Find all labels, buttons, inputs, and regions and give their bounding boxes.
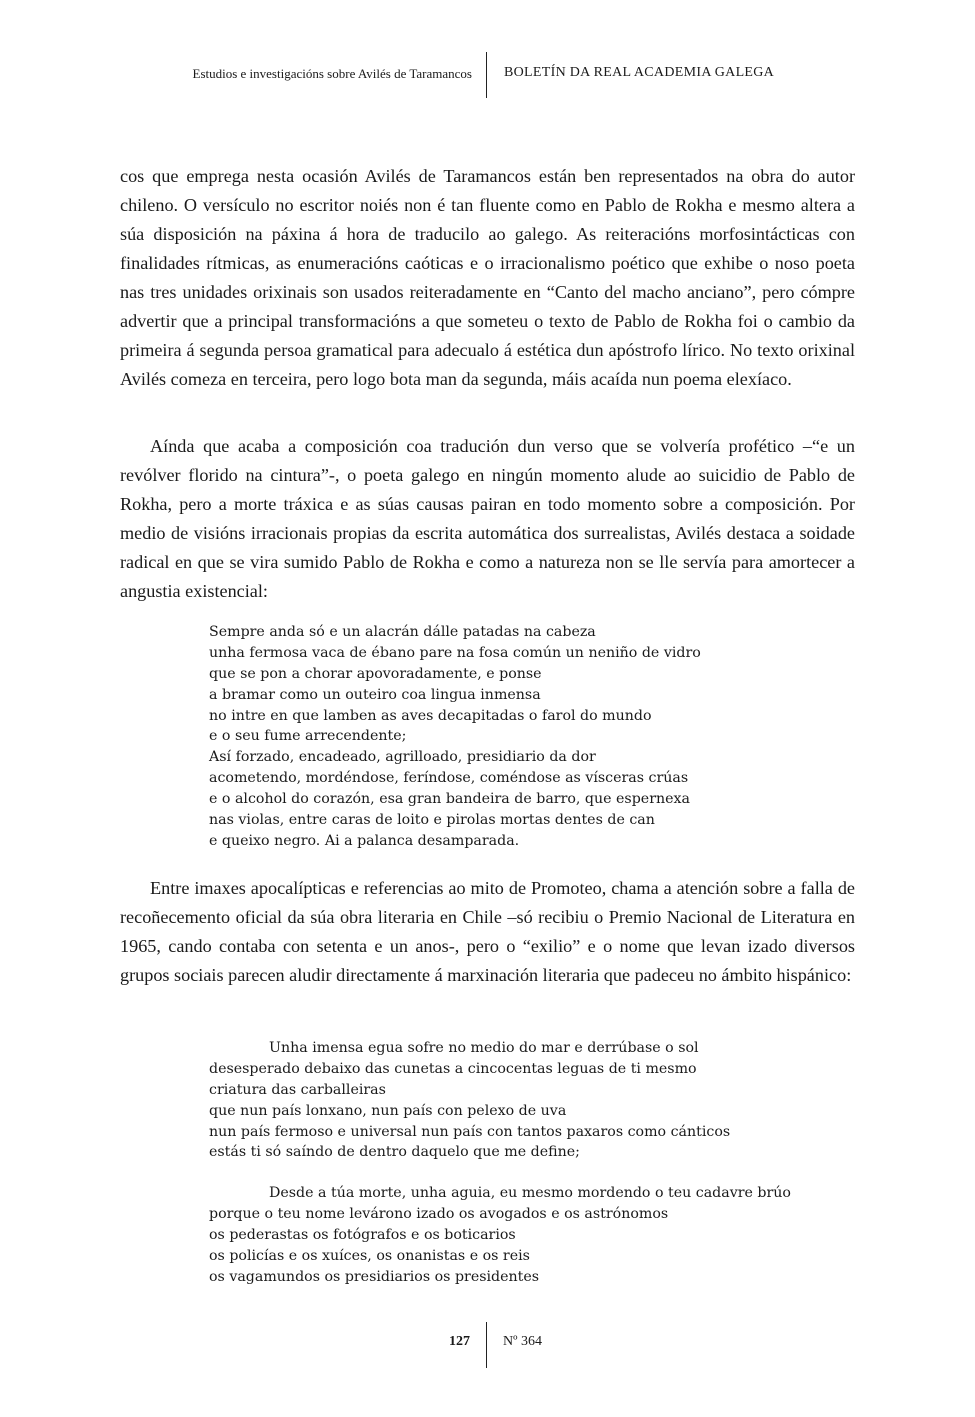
verse-line: Desde a túa morte, unha aguia, eu mesmo mordendo o teu cadavre brúo xyxy=(269,1185,791,1201)
footer-divider xyxy=(486,1322,487,1368)
verse-line: nun país fermoso e universal nun país con tantos paxaros como cánticos xyxy=(209,1123,731,1140)
running-header xyxy=(0,52,975,98)
paragraph-3 xyxy=(120,874,855,990)
verse-line: Unha imensa egua sofre no medio do mar e derrúbase o sol xyxy=(269,1040,699,1056)
paragraph-1 xyxy=(120,162,855,394)
header-section-title: Estudios e investigacións sobre Avilés de Taramancos xyxy=(192,66,472,81)
verse-line: Así forzado, encadeado, agrilloado, presidiario da dor xyxy=(209,749,596,766)
paragraph-text: Aínda que acaba a composición coa tradución dun verso que se volvería profético –“e un revólver florido na cintura”-, o poeta galego en ningún momento alude ao suicidio de Pablo de Rokha, pero a morte tráxica e as súas causas pairan en todo momento sobre a composición. Por medio de visións irracionais propias da escrita automática dos surrealistas, Avilés destaca a soidade radical en que se vira sumido Pablo de Rokha e como a natureza non se lle servía para amortecer a angustia existencial: xyxy=(120,436,855,601)
paragraph-text: Entre imaxes apocalípticas e referencias ao mito de Promoteo, chama a atención sobre a falla de recoñecemento oficial da súa obra literaria en Chile –só recibiu o Premio Nacional de Literatura en 1965, cando contaba con setenta e un anos-, pero o “exilio” e o nome que levan izado diversos grupos sociais parecen aludir directamente á marxinación literaria que padeceu no ámbito hispánico: xyxy=(120,878,855,985)
verse-line: desesperado debaixo das cunetas a cincocentas leguas de ti mesmo xyxy=(209,1060,697,1077)
verse-line: os vagamundos os presidiarios os presidentes xyxy=(209,1268,540,1285)
verse-line: os pederastas os fotógrafos e os boticarios xyxy=(209,1226,516,1243)
verse-line: nas violas, entre caras de loito e pirolas mortas dentes de can xyxy=(209,812,655,829)
paragraph-text: cos que emprega nesta ocasión Avilés de Taramancos están ben representados na obra do autor chileno. O versículo no escritor noiés non é tan fluente como en Pablo de Rokha e mesmo altera a súa disposición na páxina á hora de traducilo ao galego. As reiteracións morfosintácticas con finalidades rítmicas, as enumeracións caóticas e o irracionalismo poético que exhibe o noso poeta nas tres unidades orixinais son usados reiteradamente en “Canto del macho anciano”, pero cómpre advertir que a principal transformacións a que someteu o texto de Pablo de Rokha foi o cambio da primeira á segunda persoa gramatical para adecualo á estética dun apóstrofo lírico. No texto orixinal Avilés comeza en terceira, pero logo bota man da segunda, máis acaída nun poema elexíaco. xyxy=(120,166,855,389)
verse-line: unha fermosa vaca de ébano pare na fosa común un neniño de vidro xyxy=(209,644,701,661)
verse-quote-2 xyxy=(209,1038,730,1163)
paragraph-2 xyxy=(120,432,855,606)
header-journal-title: BOLETÍN DA REAL ACADEMIA GALEGA xyxy=(504,65,775,80)
verse-line: acometendo, mordéndose, feríndose, coméndose as vísceras crúas xyxy=(209,770,689,787)
verse-line: estás ti só saíndo de dentro daquelo que me define; xyxy=(209,1144,580,1161)
verse-line: que nun país lonxano, nun país con pelexo de uva xyxy=(209,1102,567,1119)
verse-line: que se pon a chorar apovoradamente, e ponse xyxy=(209,665,542,682)
header-divider xyxy=(486,52,487,98)
page-footer xyxy=(0,1322,975,1368)
verse-line: os policías e os xuíces, os onanistas e os reis xyxy=(209,1247,530,1264)
verse-quote-3 xyxy=(209,1183,791,1287)
verse-line: criatura das carballeiras xyxy=(209,1081,386,1098)
verse-line: porque o teu nome levárono izado os avogados e os astrónomos xyxy=(209,1205,669,1222)
issue-number: Nº 364 xyxy=(503,1334,542,1349)
verse-line: no intre en que lamben as aves decapitadas o farol do mundo xyxy=(209,707,652,724)
verse-quote-1 xyxy=(209,622,701,852)
verse-line: Sempre anda só e un alacrán dálle patadas na cabeza xyxy=(209,624,596,640)
page-number: 127 xyxy=(449,1334,470,1349)
verse-line: a bramar como un outeiro coa lingua inmensa xyxy=(209,686,541,703)
verse-line: e o seu fume arrecendente; xyxy=(209,728,407,745)
verse-line: e o alcohol do corazón, esa gran bandeira de barro, que espernexa xyxy=(209,791,690,808)
verse-line: e queixo negro. Ai a palanca desamparada. xyxy=(209,832,520,849)
